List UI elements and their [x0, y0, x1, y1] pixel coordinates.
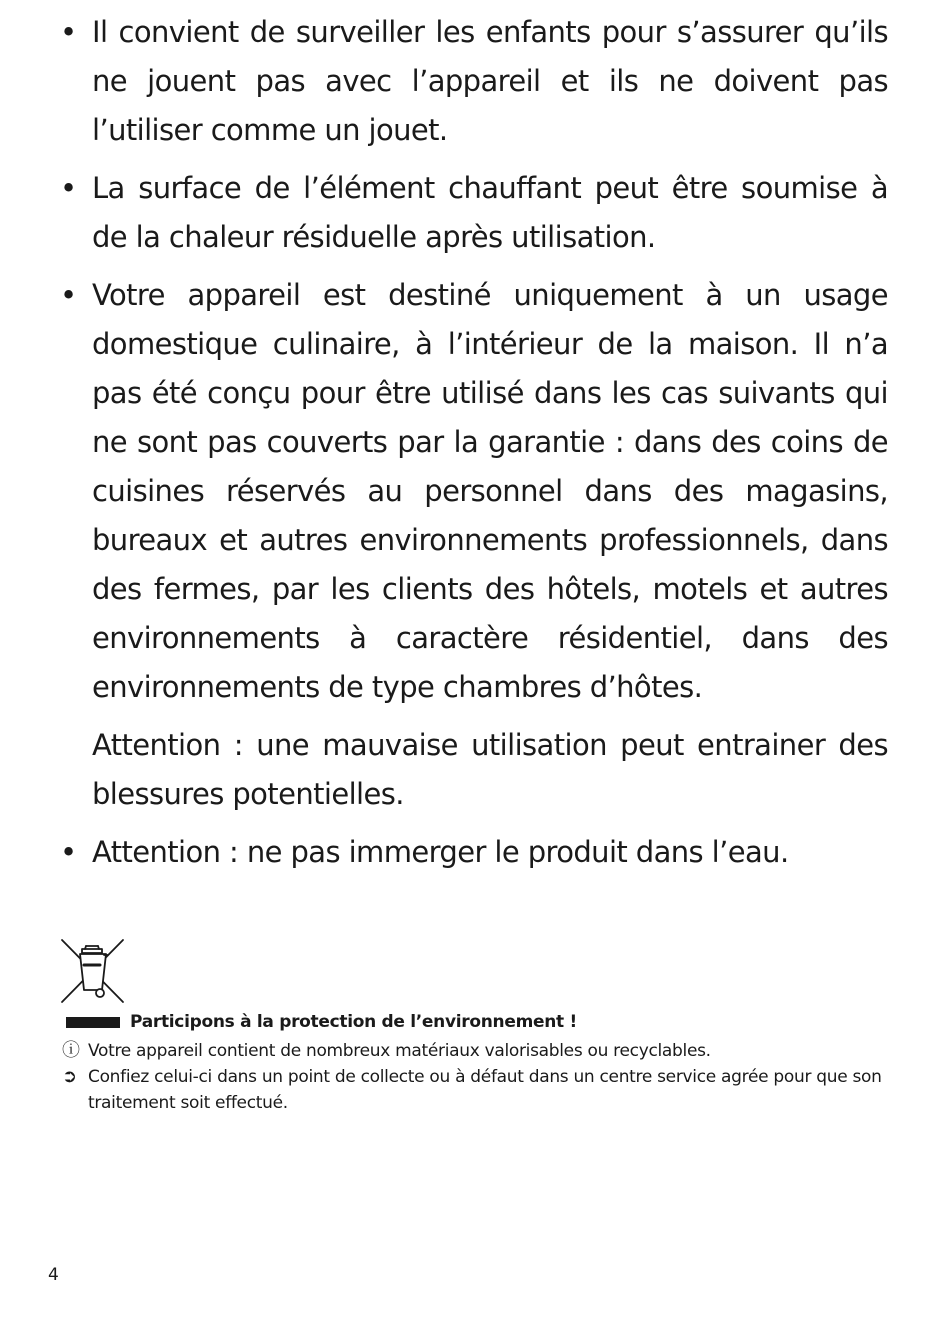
- safety-item-text: Attention : ne pas immerger le produit dans l’eau.: [92, 835, 789, 869]
- heading-bar: [66, 1017, 120, 1028]
- bullet: •: [60, 15, 77, 49]
- safety-item-domestic-use: [58, 271, 888, 712]
- page-number: 4: [48, 1265, 59, 1285]
- environment-heading: [66, 1010, 896, 1034]
- arrow-icon: ➲: [62, 1066, 77, 1087]
- environment-info-line: [62, 1038, 892, 1064]
- info-icon: ⓘ: [62, 1040, 80, 1061]
- safety-item-text: Votre appareil est destiné uniquement à un usage domestique culinaire, à l’intérieur de la maison. Il n’a pas été conçu pour être utilisé dans les cas suivants qui ne sont pas couverts par la garantie : dans des coins de cuisines réservés au personnel dans des magasins, bureaux et autres environnements professionnels, dans des fermes, par les clients des hôtels, motels et autres environnements à caractère résidentiel, dans des environnements de type chambres d’hôtes.: [92, 278, 888, 704]
- safety-item-text: Il convient de surveiller les enfants pour s’assurer qu’ils ne jouent pas avec l’appareil et ils ne doivent pas l’utiliser comme un jouet.: [92, 15, 888, 147]
- safety-instructions-list: [58, 8, 888, 886]
- environment-info-text: Votre appareil contient de nombreux matériaux valorisables ou recyclables.: [88, 1041, 711, 1061]
- environment-instruction-line: [62, 1064, 892, 1116]
- safety-item-text: Attention : une mauvaise utilisation peut entrainer des blessures potentielles.: [92, 728, 888, 811]
- crossed-out-wheelie-bin-icon: [60, 938, 126, 1006]
- environment-title: Participons à la protection de l’environnement !: [130, 1012, 577, 1032]
- bullet: •: [60, 278, 77, 312]
- safety-item-misuse-warning: [58, 721, 888, 819]
- bullet: •: [60, 835, 77, 869]
- safety-item-supervise-children: [58, 8, 888, 155]
- bullet: •: [60, 171, 77, 205]
- safety-item-text: La surface de l’élément chauffant peut être soumise à de la chaleur résiduelle après utilisation.: [92, 171, 888, 254]
- safety-item-residual-heat: [58, 164, 888, 262]
- environment-instruction-text: Confiez celui-ci dans un point de collecte ou à défaut dans un centre service agrée pour que son traitement soit effectué.: [88, 1067, 882, 1113]
- safety-item-no-immersion: [58, 828, 888, 877]
